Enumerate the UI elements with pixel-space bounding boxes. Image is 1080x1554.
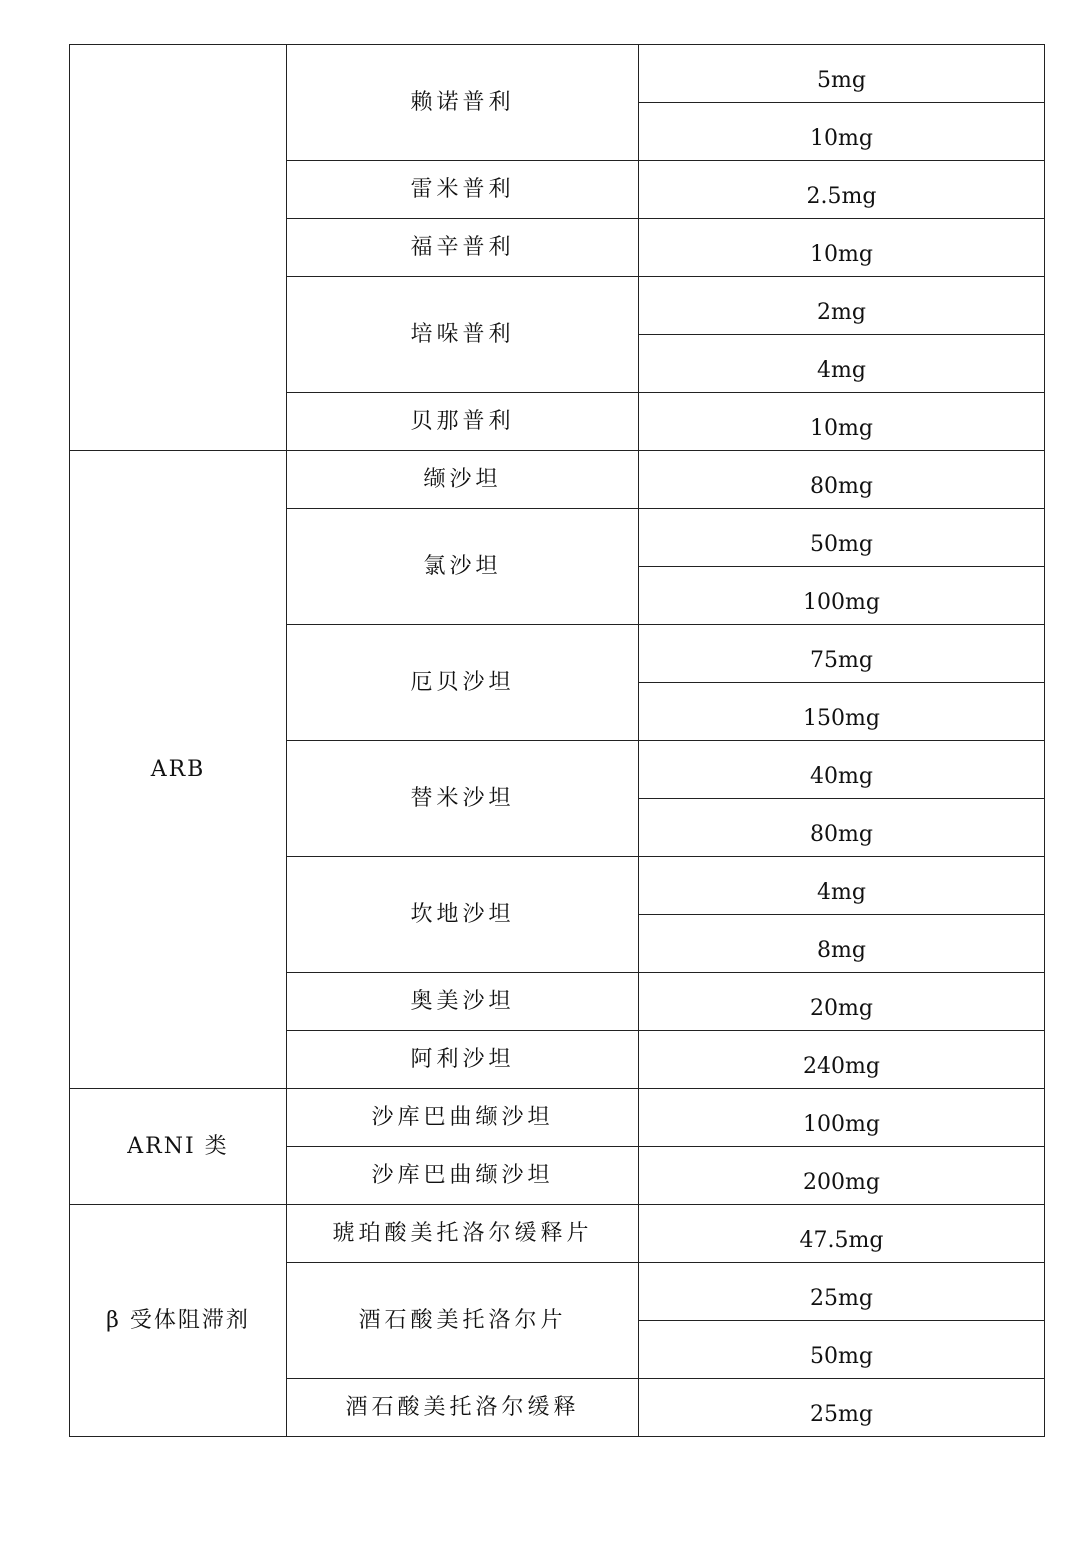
drug-name-cell: 酒石酸美托洛尔片 [287, 1263, 639, 1379]
dose-cell [639, 683, 1045, 741]
drug-name-cell: 氯沙坦 [287, 509, 639, 625]
dose-cell [639, 799, 1045, 857]
dose-value: 25mg [810, 1285, 873, 1311]
dose-value: 4mg [817, 357, 866, 383]
drug-class-cell: ARNI 类 [70, 1089, 287, 1205]
dose-value: 240mg [803, 1053, 880, 1079]
dose-cell [639, 277, 1045, 335]
dose-value: 100mg [803, 589, 880, 615]
dose-value: 10mg [810, 241, 873, 267]
dose-value: 8mg [817, 937, 866, 963]
dose-cell [639, 1321, 1045, 1379]
drug-name-cell: 培哚普利 [287, 277, 639, 393]
dose-value: 150mg [803, 705, 880, 731]
dose-cell [639, 103, 1045, 161]
drug-name-cell: 替米沙坦 [287, 741, 639, 857]
drug-name-cell: 福辛普利 [287, 219, 639, 277]
dose-cell [639, 1263, 1045, 1321]
table-row [70, 45, 1045, 103]
drug-name-cell: 奥美沙坦 [287, 973, 639, 1031]
drug-name-cell: 雷米普利 [287, 161, 639, 219]
drug-name-cell: 酒石酸美托洛尔缓释 [287, 1379, 639, 1437]
table-row [70, 451, 1045, 509]
drug-name-cell: 赖诺普利 [287, 45, 639, 161]
drug-name-cell: 厄贝沙坦 [287, 625, 639, 741]
dose-cell [639, 393, 1045, 451]
dose-value: 47.5mg [799, 1227, 884, 1253]
drug-name-cell: 坎地沙坦 [287, 857, 639, 973]
drug-name-cell: 琥珀酸美托洛尔缓释片 [287, 1205, 639, 1263]
dose-cell [639, 451, 1045, 509]
drug-name-cell: 贝那普利 [287, 393, 639, 451]
dose-value: 80mg [810, 473, 873, 499]
drug-name-cell: 缬沙坦 [287, 451, 639, 509]
dose-value: 50mg [810, 1343, 873, 1369]
drug-class-cell: ARB [70, 451, 287, 1089]
dose-cell [639, 973, 1045, 1031]
drug-name-cell: 沙库巴曲缬沙坦 [287, 1147, 639, 1205]
dose-value: 25mg [810, 1401, 873, 1427]
dose-cell [639, 915, 1045, 973]
dose-cell [639, 567, 1045, 625]
dose-cell [639, 1379, 1045, 1437]
dose-cell [639, 1031, 1045, 1089]
dose-value: 5mg [817, 67, 866, 93]
table-row [70, 1205, 1045, 1263]
dose-value: 4mg [817, 879, 866, 905]
dose-cell [639, 741, 1045, 799]
drug-class-cell: β 受体阻滞剂 [70, 1205, 287, 1437]
table-row [70, 1089, 1045, 1147]
dose-value: 10mg [810, 125, 873, 151]
dose-cell [639, 857, 1045, 915]
dose-value: 40mg [810, 763, 873, 789]
dose-cell [639, 335, 1045, 393]
dose-cell [639, 1089, 1045, 1147]
dosage-table-body [70, 45, 1045, 1437]
dose-value: 20mg [810, 995, 873, 1021]
drug-class-cell [70, 45, 287, 451]
dose-cell [639, 1147, 1045, 1205]
dose-value: 2mg [817, 299, 866, 325]
dose-value: 100mg [803, 1111, 880, 1137]
dose-cell [639, 219, 1045, 277]
dose-value: 80mg [810, 821, 873, 847]
dose-cell [639, 509, 1045, 567]
dose-value: 75mg [810, 647, 873, 673]
dose-cell [639, 45, 1045, 103]
dose-value: 200mg [803, 1169, 880, 1195]
dose-cell [639, 625, 1045, 683]
dose-cell [639, 1205, 1045, 1263]
drug-name-cell: 阿利沙坦 [287, 1031, 639, 1089]
drug-name-cell: 沙库巴曲缬沙坦 [287, 1089, 639, 1147]
dose-value: 10mg [810, 415, 873, 441]
dose-value: 50mg [810, 531, 873, 557]
dose-value: 2.5mg [806, 183, 877, 209]
dosage-table [69, 44, 1045, 1437]
dose-cell [639, 161, 1045, 219]
